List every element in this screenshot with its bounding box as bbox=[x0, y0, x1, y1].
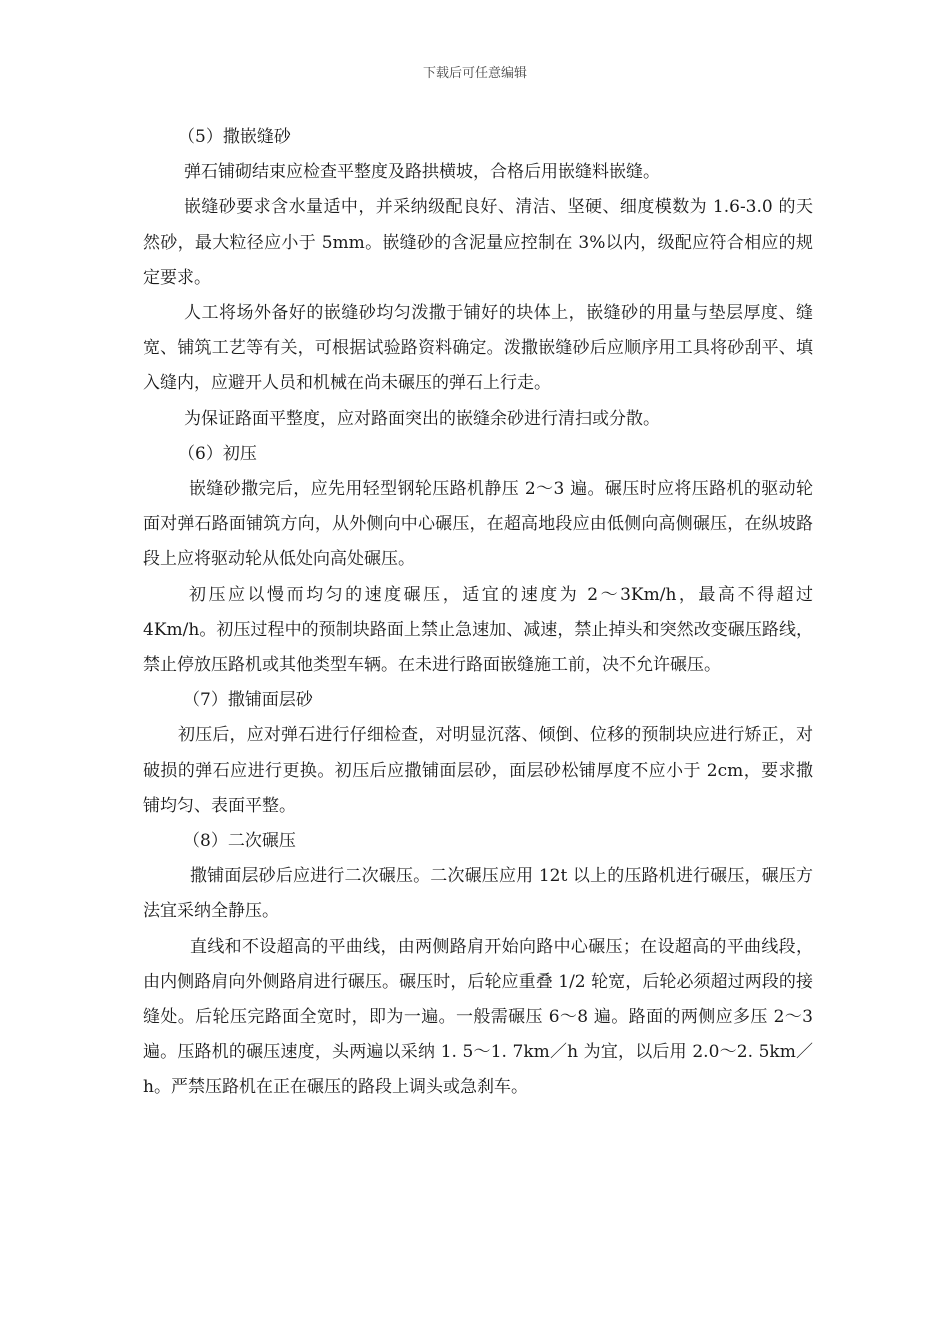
paragraph: 初压后，应对弹石进行仔细检查，对明显沉落、倾倒、位移的预制块应进行矫正，对破损的弹石应进行更换。初压后应撒铺面层砂，面层砂松铺厚度不应小于 2cm，要求撒铺均匀、表面平整。 bbox=[143, 725, 813, 816]
document-body bbox=[143, 120, 813, 1106]
paragraph: 撒铺面层砂后应进行二次碾压。二次碾压应用 12t 以上的压路机进行碾压，碾压方法宜采纳全静压。 bbox=[143, 866, 813, 922]
section-heading-7: （7）撒铺面层砂 bbox=[183, 690, 313, 711]
paragraph: 人工将场外备好的嵌缝砂均匀泼撒于铺好的块体上，嵌缝砂的用量与垫层厚度、缝宽、铺筑工艺等有关，可根据试验路资料确定。泼撒嵌缝砂后应顺序用工具将砂刮平、填入缝内，应避开人员和机械在尚未碾压的弹石上行走。 bbox=[143, 303, 813, 394]
paragraph: 初压应以慢而均匀的速度碾压，适宜的速度为 2～3Km/h，最高不得超过 4Km/h。初压过程中的预制块路面上禁止急速加、减速，禁止掉头和突然改变碾压路线，禁止停放压路机或其他类型车辆。在未进行路面嵌缝施工前，决不允许碾压。 bbox=[143, 584, 813, 676]
page-header: 下载后可任意编辑 bbox=[422, 66, 527, 81]
section-heading-8: （8）二次碾压 bbox=[183, 831, 296, 852]
paragraph: 为保证路面平整度，应对路面突出的嵌缝余砂进行清扫或分散。 bbox=[184, 408, 660, 429]
paragraph: 嵌缝砂撒完后，应先用轻型钢轮压路机静压 2～3 遍。碾压时应将压路机的驱动轮面对弹石路面铺筑方向，从外侧向中心碾压，在超高地段应由低侧向高侧碾压，在纵坡路段上应将驱动轮从低处向高处碾压。 bbox=[143, 479, 813, 570]
paragraph: 直线和不设超高的平曲线，由两侧路肩开始向路中心碾压；在设超高的平曲线段，由内侧路肩向外侧路肩进行碾压。碾压时，后轮应重叠 1/2 轮宽，后轮必须超过两段的接缝处。后轮压完路面全宽时，即为一遍。一般需碾压 6～8 遍。路面的两侧应多压 2～3 遍。压路机的碾压速度，头两遍以采纳 1. 5～1. 7km／h 为宜，以后用 2.0～2. 5km／h。严禁压路机在正在碾压的路段上调头或急刹车。 bbox=[143, 936, 813, 1098]
section-heading-5: （5）撒嵌缝砂 bbox=[178, 127, 291, 147]
paragraph: 嵌缝砂要求含水量适中，并采纳级配良好、清洁、坚硬、细度模数为 1.6-3.0 的天然砂，最大粒径应小于 5mm。嵌缝砂的含泥量应控制在 3%以内，级配应符合相应的规定要求。 bbox=[143, 197, 813, 288]
paragraph: 弹石铺砌结束应检查平整度及路拱横坡，合格后用嵌缝料嵌缝。 bbox=[184, 162, 660, 183]
section-heading-6: （6）初压 bbox=[178, 443, 257, 464]
